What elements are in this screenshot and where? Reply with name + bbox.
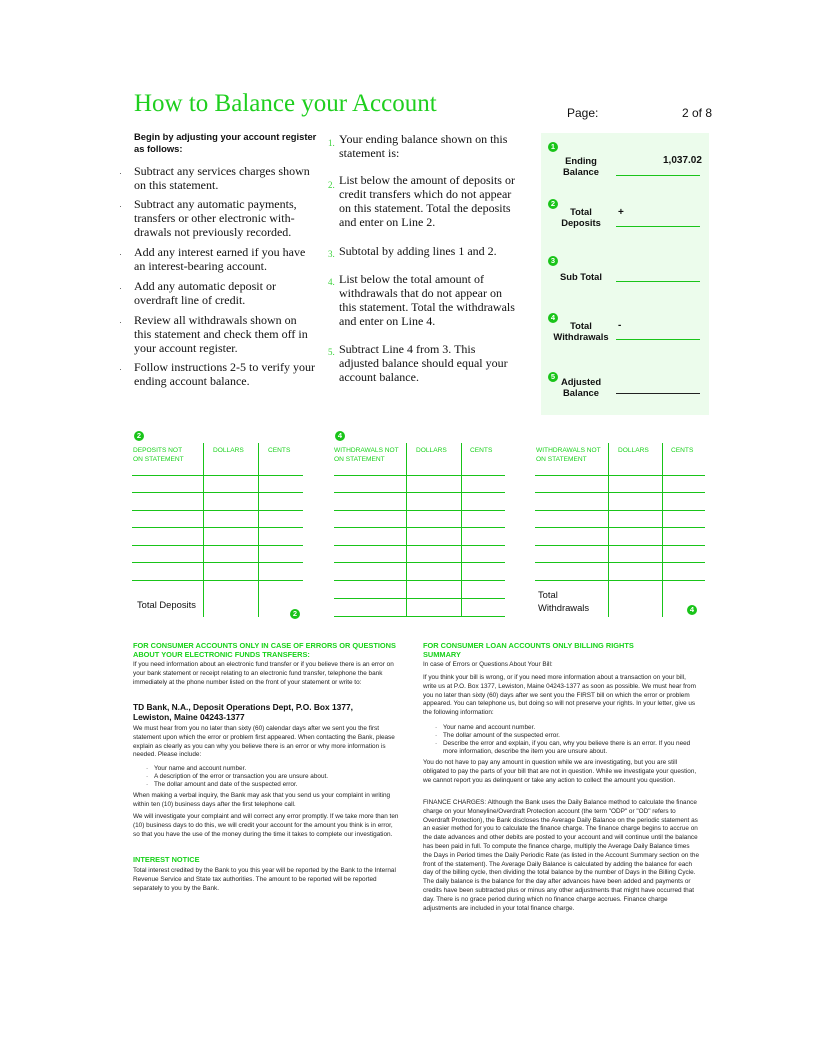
instruction-item: Subtract any automatic payments, transfers or other electronic with-drawals not previously recorded.: [134, 197, 297, 239]
list-item: The dollar amount of the suspected error.: [443, 732, 560, 739]
step-number: 3.: [328, 249, 335, 259]
interest-notice-text: Total interest credited by the Bank to you this year will be reported by the Bank to the Internal Revenue Service and State tax authorities. The amount to be reported will be reported separately to you by the Bank.: [133, 867, 396, 892]
bullet: ·: [119, 283, 122, 293]
total-withdrawals-label: Total Withdrawals: [538, 589, 590, 613]
step-2-icon: 2: [134, 431, 144, 441]
bank-address: TD Bank, N.A., Deposit Operations Dept, P.O. Box 1377, Lewiston, Maine 04243-1377: [133, 702, 353, 722]
row-line: [535, 562, 705, 563]
subtotal-label: Sub Total: [559, 271, 602, 282]
dollars-header: DOLLARS: [213, 447, 244, 454]
ending-balance-label: Ending Balance: [563, 155, 599, 177]
row-line: [535, 580, 705, 581]
bullet: ·: [435, 724, 438, 731]
step-number: 1.: [328, 138, 335, 148]
total-deposits-label: Total Deposits: [561, 206, 601, 228]
consumer-paragraph: When making a verbal inquiry, the Bank may ask that you send us your complaint in writing within ten (10) business days after the first telephone call.: [133, 792, 391, 808]
loan-paragraph: You do not have to pay any amount in question while we are investigating, but you are still obligated to pay the parts of your bill that are not in question. While we investigate your question, we cannot report you as delinquent or take any action to collect the amount you question.: [423, 759, 697, 784]
list-item: A description of the error or transaction you are unsure about.: [154, 773, 329, 780]
instruction-item: Review all withdrawals shown on this statement and check them off in your account register.: [134, 313, 308, 355]
row-line: [535, 510, 705, 511]
step-text: Subtotal by adding lines 1 and 2.: [339, 244, 497, 258]
bullet: ·: [146, 765, 149, 772]
bullet: ·: [146, 773, 149, 780]
bullet: ·: [119, 249, 122, 259]
column-divider: [203, 443, 204, 617]
column-divider: [461, 443, 462, 617]
step-5-icon: 5: [548, 372, 558, 382]
row-line: [132, 562, 303, 563]
consumer-paragraph: We will investigate your complaint and will correct any error promptly. If we take more than ten (10) business days to do this, we will credit your account for the amount you think is in error, so that you have the use of the money during the time it takes to complete our investigation.: [133, 813, 399, 838]
loan-paragraph: If you think your bill is wrong, or if you need more information about a transaction on your bill, write us at P.O. Box 1377, Lewiston, Maine 04243-1377 as soon as possible. We must hear from you no later than sixty (60) days after we sent you the FIRST bill on which the error or problem appeared. You can telephone us, but doing so will not preserve your rights. In your letter, give us the following information:: [423, 674, 696, 717]
row-line: [132, 545, 303, 546]
instruction-item: Add any interest earned if you have an interest-bearing account.: [134, 245, 306, 273]
cents-header: CENTS: [470, 447, 493, 454]
step-number: 4.: [328, 277, 335, 287]
row-line: [334, 598, 505, 599]
column-divider: [258, 443, 259, 617]
withdrawals-header: WITHDRAWALS NOT ON STATEMENT: [334, 447, 399, 463]
step-4-icon: 4: [687, 605, 697, 615]
cents-header: CENTS: [268, 447, 291, 454]
page-title: How to Balance your Account: [134, 90, 437, 117]
step-2-icon: 2: [548, 199, 558, 209]
dollars-header: DOLLARS: [416, 447, 447, 454]
finance-charges-paragraph: FINANCE CHARGES: Although the Bank uses the Daily Balance method to calculate the finance charge on your Moneyline/Overdraft Protection account (the term "ODP" or "OD" refers to Overdraft Protection), the Bank discloses the Average Daily Balance on the periodic statement as an easier method for you to calculate the finance charge. The finance charge begins to accrue on the date advances and other debits are posted to your account and will continue until the balance has been paid in full. To compute the finance charge, multiply the Average Daily Balance times the Days in Period times the Daily Periodic Rate (as listed in the Account Summary section on the front of the statement). The Average Daily Balance is calculated by adding the balance for each day of the billing cycle, then dividing the total balance by the number of Days in the Billing Cycle. The daily balance is the balance for the day after advances have been added and payments or credits have been subtracted plus or minus any other adjustments that might have occurred that day. There is no grace period during which no finance charge accrues. Finance charge adjustments are included in your total finance charge.: [423, 799, 699, 912]
bullet: ·: [119, 201, 122, 211]
withdrawals-header: WITHDRAWALS NOT ON STATEMENT: [536, 447, 601, 463]
loan-paragraph: In case of Errors or Questions About Your Bill:: [423, 661, 553, 668]
list-item: Your name and account number.: [154, 765, 247, 772]
subtotal-line: [616, 281, 700, 282]
bullet: ·: [435, 740, 438, 747]
step-number: 5.: [328, 347, 335, 357]
adjusted-balance-label: Adjusted Balance: [560, 376, 602, 398]
instruction-item: Subtract any services charges shown on this statement.: [134, 164, 310, 192]
row-line: [334, 580, 505, 581]
plus-sign: +: [618, 207, 624, 218]
step-2-icon: 2: [290, 609, 300, 619]
dollars-header: DOLLARS: [618, 447, 649, 454]
step-text: Subtract Line 4 from 3. This adjusted balance should equal your account balance.: [339, 342, 508, 384]
row-line: [535, 545, 705, 546]
row-line: [132, 475, 303, 476]
page-label: Page:: [567, 106, 599, 120]
bullet: ·: [119, 364, 122, 374]
page-number: 2 of 8: [682, 106, 713, 120]
ending-balance-line: [616, 175, 700, 176]
consumer-accounts-heading: FOR CONSUMER ACCOUNTS ONLY IN CASE OF ERRORS OR QUESTIONS ABOUT YOUR ELECTRONIC FUNDS TRANSFERS:: [133, 641, 396, 659]
row-line: [132, 580, 303, 581]
row-line: [132, 527, 303, 528]
column-divider: [608, 443, 609, 617]
bullet: ·: [435, 732, 438, 739]
step-text: List below the total amount of withdrawals that do not appear on this statement. Total the withdrawals and enter on Line 4.: [339, 272, 515, 328]
step-4-icon: 4: [335, 431, 345, 441]
row-line: [334, 492, 505, 493]
row-line: [334, 510, 505, 511]
row-line: [535, 492, 705, 493]
step-text: List below the amount of deposits or credit transfers which do not appear on this statement. Total the deposits and enter on Line 2.: [339, 173, 515, 229]
row-line: [334, 475, 505, 476]
bullet: ·: [119, 168, 122, 178]
row-line: [132, 510, 303, 511]
step-text: Your ending balance shown on this statement is:: [339, 132, 508, 160]
column-divider: [406, 443, 407, 617]
bullet: ·: [146, 781, 149, 788]
list-item: The dollar amount and date of the suspected error.: [154, 781, 298, 788]
total-deposits-label: Total Deposits: [137, 599, 196, 610]
consumer-paragraph: If you need information about an electronic fund transfer or if you believe there is an error on your bank statement or receipt relating to an electronic fund transfer, telephone the bank immediately at the phone number listed on the front of your statement or write to:: [133, 661, 394, 686]
cents-header: CENTS: [671, 447, 694, 454]
row-line: [334, 527, 505, 528]
ending-balance-value: 1,037.02: [663, 155, 702, 166]
row-line: [334, 616, 505, 617]
adjusted-balance-line: [616, 393, 700, 394]
consumer-paragraph: We must hear from you no later than sixty (60) calendar days after we sent you the first statement upon which the error or problem first appeared. When contacting the Bank, please explain as clearly as you can why you believe there is an error or why more information is needed. Please include:: [133, 725, 395, 759]
minus-sign: -: [618, 320, 622, 331]
step-4-icon: 4: [548, 313, 558, 323]
total-withdrawals-line: [616, 339, 700, 340]
instruction-item: Add any automatic deposit or overdraft line of credit.: [134, 279, 276, 307]
step-number: 2.: [328, 180, 335, 190]
row-line: [334, 545, 505, 546]
interest-notice-heading: INTEREST NOTICE: [133, 855, 200, 864]
row-line: [535, 475, 705, 476]
row-line: [535, 527, 705, 528]
step-1-icon: 1: [548, 142, 558, 152]
list-item: Your name and account number.: [443, 724, 536, 731]
list-item: Describe the error and explain, if you can, why you believe there is an error. If you need more information, describe the item you are unsure about.: [443, 740, 691, 756]
row-line: [334, 562, 505, 563]
instruction-item: Follow instructions 2-5 to verify your ending account balance.: [134, 360, 315, 388]
bullet: ·: [119, 317, 122, 327]
row-line: [132, 492, 303, 493]
intro-text: Begin by adjusting your account register as follows:: [134, 131, 317, 154]
deposits-header: DEPOSITS NOT ON STATEMENT: [133, 447, 184, 463]
column-divider: [662, 443, 663, 617]
total-deposits-line: [616, 226, 700, 227]
loan-accounts-heading: FOR CONSUMER LOAN ACCOUNTS ONLY BILLING RIGHTS SUMMARY: [423, 641, 634, 659]
total-withdrawals-label: Total Withdrawals: [553, 320, 609, 342]
step-3-icon: 3: [548, 256, 558, 266]
